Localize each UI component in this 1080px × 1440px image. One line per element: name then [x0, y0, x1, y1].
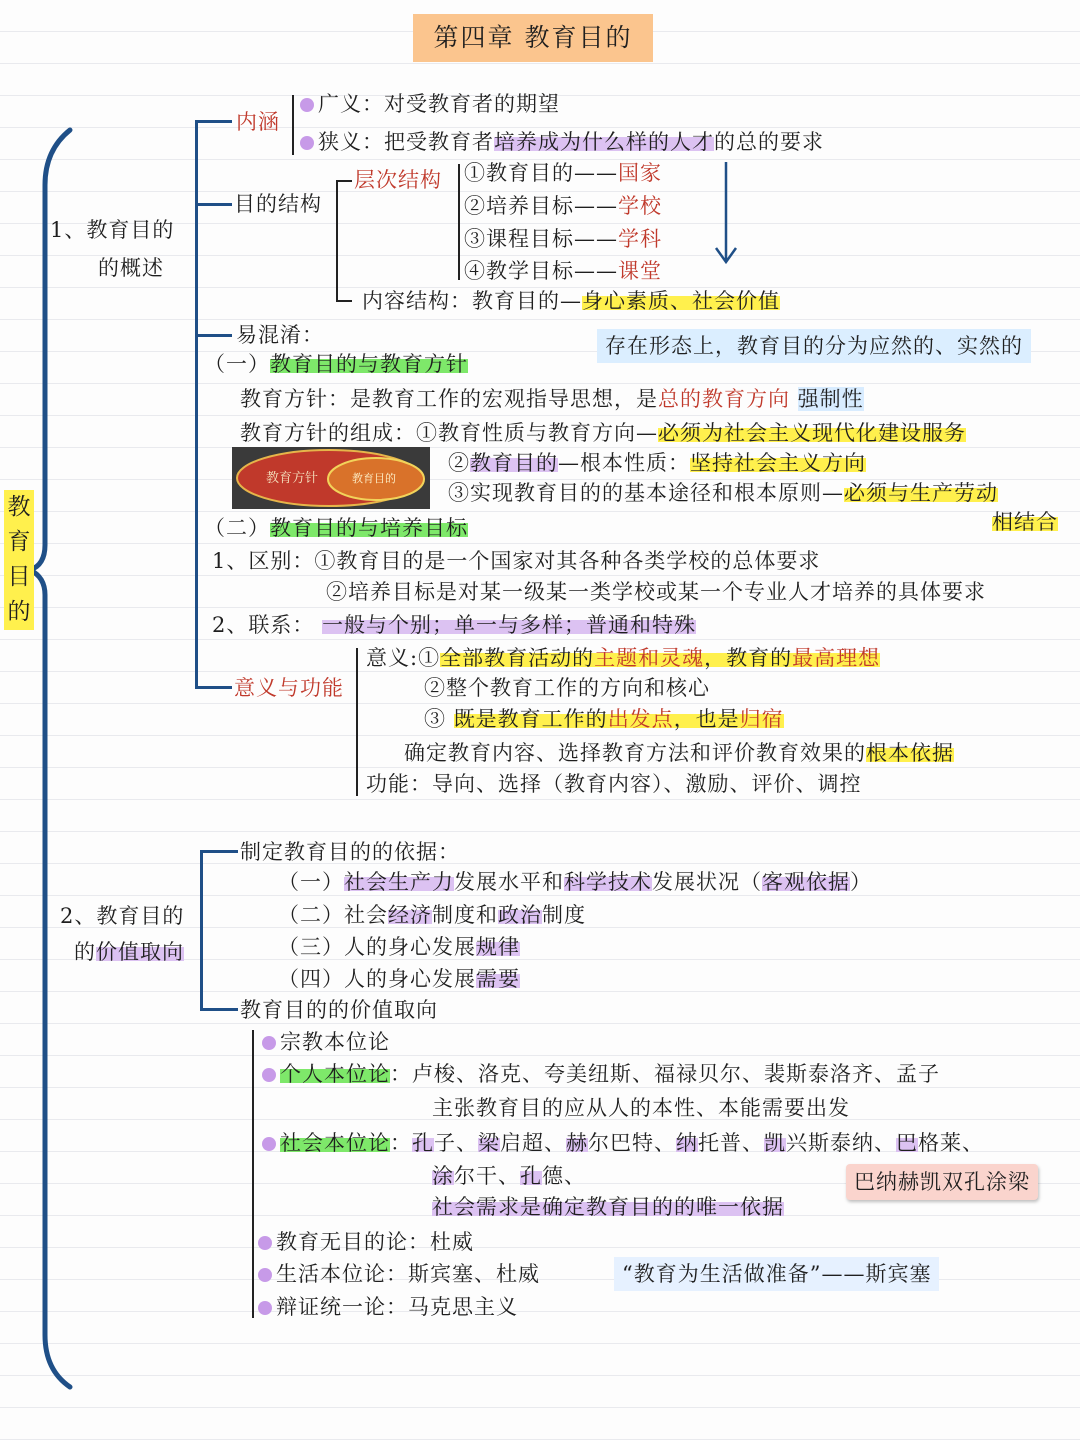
- bullet-icon: [300, 98, 314, 112]
- m1-a: 意义:①: [366, 646, 441, 670]
- social-name-3: [566, 1131, 676, 1155]
- level-row-3: [464, 225, 662, 253]
- s1-tick-neihan: [195, 120, 232, 123]
- s1-tick-structure: [195, 203, 232, 206]
- bullet-icon: [262, 1068, 276, 1082]
- s1-heading-1: 1、教育目的: [50, 218, 175, 242]
- b3-b: 规律: [476, 935, 520, 959]
- m3-a: ③: [424, 707, 446, 731]
- basis-label: 制定教育目的的依据：: [240, 840, 460, 864]
- s1-tick-confuse: [195, 334, 232, 337]
- diff-line-2: ②培养目标是对某一级某一类学校或某一个专业人才培养的具体要求: [326, 580, 986, 604]
- comp2-b: 教育目的: [470, 451, 558, 475]
- level-right: 学科: [618, 227, 662, 251]
- b3-a: （三）人的身心发展: [278, 935, 476, 959]
- policy-c: 强制性: [797, 387, 864, 411]
- social-name-2: [478, 1131, 566, 1155]
- social-name-4: [676, 1131, 764, 1155]
- level-left: ③课程目标——: [464, 227, 618, 251]
- s2-tick-value: [200, 1008, 238, 1011]
- name-rest: 尔巴特、: [588, 1131, 676, 1155]
- comp1-b: 必须为社会主义现代化建设服务: [658, 421, 966, 445]
- name-rest: 兴斯泰纳、: [786, 1131, 896, 1155]
- meaning-label: 意义与功能: [234, 676, 344, 700]
- m3-e: 归宿: [739, 707, 784, 731]
- diff-line-1: [212, 547, 820, 575]
- indiv-a: 个人本位论: [280, 1062, 390, 1086]
- b4-b: 需要: [476, 967, 520, 991]
- comp2-c: —根本性质：: [558, 451, 690, 475]
- comp3-c: 相结合: [992, 510, 1058, 534]
- meaning-1: [366, 644, 880, 672]
- m3-d: ，也是: [673, 707, 740, 731]
- neihan-label: 内涵: [236, 110, 280, 134]
- neihan-narrow-c: 的总的要求: [714, 130, 824, 154]
- diff1: ①教育目的是一个国家对其各种各类学校的总体要求: [314, 549, 821, 573]
- structure-bracket-bottom: [336, 300, 352, 302]
- function-line: 功能：导向、选择（教育内容）、激励、评价、调控: [366, 772, 862, 796]
- b2-c: 制度和: [432, 903, 498, 927]
- s1-heading-2: 的概述: [98, 256, 164, 280]
- level-right: 学校: [618, 194, 662, 218]
- part2-title: 教育目的与培养目标: [270, 516, 468, 540]
- value-social-note: [432, 1193, 784, 1221]
- neihan-broad-text: 广义：对受教育者的期望: [318, 92, 560, 116]
- level-row-4: [464, 257, 662, 285]
- name-rest: 启超、: [500, 1131, 566, 1155]
- social-name-6: [896, 1131, 984, 1155]
- comp-line-1: [240, 419, 966, 447]
- m3-hl: [454, 707, 784, 731]
- b2-a: （二）社会: [278, 903, 388, 927]
- level-bar: [458, 164, 460, 280]
- page-title: 第四章 教育目的: [413, 14, 653, 62]
- bullet-icon: [258, 1236, 272, 1250]
- religion-text: 宗教本位论: [280, 1030, 390, 1054]
- m4-a: 确定教育内容、选择教育方法和评价教育效果的: [404, 741, 866, 765]
- b2-d: 政治: [498, 903, 542, 927]
- m1-b-text: 全部教育活动的: [440, 646, 595, 670]
- comp-line-3: [448, 479, 998, 507]
- diagram-inner-label: 教育目的: [352, 472, 396, 485]
- value-noaim: [258, 1228, 474, 1256]
- neihan-narrow: [300, 128, 824, 156]
- name-initial: 孔: [412, 1131, 434, 1155]
- part1-heading: [204, 350, 468, 378]
- s2-trunk: [200, 850, 203, 1010]
- basis-4: [278, 965, 520, 993]
- policy-diagram-svg: [232, 447, 430, 509]
- mnemonic-note: 巴纳赫凯双孔涂梁: [846, 1164, 1038, 1200]
- neihan-narrow-a: 狭义：把受教育者: [318, 130, 494, 154]
- m3-c: 出发点: [607, 707, 674, 731]
- confuse-note: 存在形态上，教育目的分为应然的、实然的: [597, 329, 1031, 363]
- comp3-b: 必须与生产劳动: [844, 481, 998, 505]
- b1-a: （一）: [278, 870, 344, 894]
- diff-label: 1、区别：: [212, 549, 315, 573]
- m1-e: 最高理想: [792, 646, 881, 670]
- noaim-text: 教育无目的论：杜威: [276, 1230, 474, 1254]
- value-life: [258, 1260, 540, 1288]
- m3-b: 既是教育工作的: [453, 707, 608, 731]
- content-a: 内容结构：教育目的—: [362, 289, 582, 313]
- basis-1: [278, 868, 872, 896]
- value-indiv: [262, 1060, 940, 1088]
- value-label: 教育目的的价值取向: [240, 998, 438, 1022]
- social-label: 社会本位论: [280, 1131, 390, 1155]
- name-initial: 纳: [676, 1131, 698, 1155]
- social-name-7: [432, 1164, 520, 1188]
- bullet-icon: [258, 1301, 272, 1315]
- value-religion: [262, 1028, 390, 1056]
- level-label: 层次结构: [354, 168, 442, 192]
- comp2-a: ②: [448, 451, 470, 475]
- comp1-a: ①教育性质与教育方向—: [416, 421, 658, 445]
- level-left: ①教育目的——: [464, 161, 618, 185]
- level-left: ②培养目标——: [464, 194, 618, 218]
- level-right: 国家: [618, 161, 662, 185]
- m1-b: [440, 646, 880, 670]
- value-indiv-note: 主张教育目的应从人的本性、本能需要出发: [432, 1096, 850, 1120]
- meaning-3: [424, 705, 784, 733]
- name-initial: 梁: [478, 1131, 500, 1155]
- b2-e: 制度: [542, 903, 586, 927]
- name-rest: 托普、: [698, 1131, 764, 1155]
- m1-c: 主题和灵魂: [594, 646, 705, 670]
- neihan-broad: [300, 90, 560, 118]
- b1-g: ）: [850, 870, 872, 894]
- bullet-icon: [258, 1268, 272, 1282]
- comp3-a: ③实现教育目的的基本途径和根本原则—: [448, 481, 844, 505]
- neihan-narrow-b: 培养成为什么样的人才: [494, 130, 714, 154]
- part1-num: （一）: [204, 352, 270, 376]
- social-name-5: [764, 1131, 896, 1155]
- link-label: 2、联系：: [212, 613, 315, 637]
- s2-tick-basis: [200, 850, 238, 853]
- link-text: 一般与个别；单一与多样；普通和特殊: [322, 613, 697, 637]
- bullet-icon: [262, 1036, 276, 1050]
- main-brace: [20, 125, 80, 1395]
- comp2-d: 坚持社会主义方向: [690, 451, 866, 475]
- life-quote: “教育为生活做准备”——斯宾塞: [614, 1257, 939, 1291]
- social-colon: ：: [390, 1131, 412, 1155]
- structure-label: 目的结构: [234, 192, 322, 216]
- meaning-4: [404, 739, 954, 767]
- comp-line-3b: [992, 508, 1058, 536]
- policy-diagram: [232, 447, 430, 509]
- value-social: [262, 1129, 984, 1157]
- social-name-1: [412, 1131, 478, 1155]
- link-line: [212, 611, 696, 639]
- name-initial: 孔: [520, 1164, 542, 1188]
- m4-b: 根本依据: [866, 741, 954, 765]
- value-dialectic: [258, 1293, 518, 1321]
- name-initial: 凯: [764, 1131, 786, 1155]
- down-arrow-icon: [712, 160, 742, 268]
- neihan-bar: [292, 95, 294, 155]
- side-title: [4, 490, 34, 630]
- policy-a: 教育方针：是教育工作的宏观指导思想，是: [240, 387, 658, 411]
- basis-2: [278, 901, 586, 929]
- social-note: 社会需求是确定教育目的的唯一依据: [432, 1195, 784, 1219]
- b1-c: 发展水平和: [454, 870, 564, 894]
- confuse-label: 易混淆：: [236, 323, 324, 347]
- bullet-icon: [300, 136, 314, 150]
- value-social-2: [432, 1162, 586, 1190]
- name-rest: 子、: [434, 1131, 478, 1155]
- s2-heading-2: [74, 938, 184, 966]
- part2-num: （二）: [204, 516, 270, 540]
- b4-a: （四）人的身心发展: [278, 967, 476, 991]
- policy-b: 总的教育方向: [658, 387, 790, 411]
- b1-b: 社会生产力: [344, 870, 454, 894]
- s2-heading-b2: 价值取向: [96, 940, 184, 964]
- b1-d: 科学技术: [564, 870, 652, 894]
- s1-tick-meaning: [195, 686, 232, 689]
- b1-e: 发展状况（: [652, 870, 762, 894]
- indiv-b: ：卢梭、洛克、夸美纽斯、福禄贝尔、裴斯泰洛齐、孟子: [390, 1062, 940, 1086]
- m1-d: ，教育的: [704, 646, 793, 670]
- level-row-2: [464, 192, 662, 220]
- social-name-8: [520, 1164, 586, 1188]
- diagram-outer-label: 教育方针: [266, 471, 319, 486]
- bullet-icon: [262, 1137, 276, 1151]
- basis-3: [278, 933, 520, 961]
- life-text: 生活本位论：斯宾塞、杜威: [276, 1262, 540, 1286]
- name-initial: 巴: [896, 1131, 918, 1155]
- structure-bracket-top: [336, 180, 352, 182]
- name-rest: 格莱、: [918, 1131, 984, 1155]
- level-row-1: [464, 159, 662, 187]
- value-bar: [252, 1030, 254, 1318]
- content-b: 身心素质、社会价值: [582, 289, 780, 313]
- level-right: 课堂: [618, 259, 662, 283]
- side-title-text: 教育目的: [7, 494, 31, 625]
- s2-heading-1: 2、教育目的: [60, 904, 185, 928]
- name-initial: 赫: [566, 1131, 588, 1155]
- part1-title: 教育目的与教育方针: [270, 352, 468, 376]
- meaning-bar: [356, 648, 358, 796]
- dialectic-text: 辩证统一论：马克思主义: [276, 1295, 518, 1319]
- level-left: ④教学目标——: [464, 259, 618, 283]
- comp-label: 教育方针的组成：: [240, 421, 416, 445]
- comp-line-2: [448, 449, 866, 477]
- b2-b: 经济: [388, 903, 432, 927]
- structure-bracket: [336, 180, 338, 302]
- content-structure: [362, 287, 780, 315]
- b1-f: 客观依据: [762, 870, 850, 894]
- part2-heading: [204, 514, 468, 542]
- name-initial: 涂: [432, 1164, 454, 1188]
- s2-heading-b1: 的: [74, 940, 96, 964]
- name-rest: 德、: [542, 1164, 586, 1188]
- policy-line: [240, 385, 864, 413]
- meaning-2: ②整个教育工作的方向和核心: [424, 676, 710, 700]
- name-rest: 尔干、: [454, 1164, 520, 1188]
